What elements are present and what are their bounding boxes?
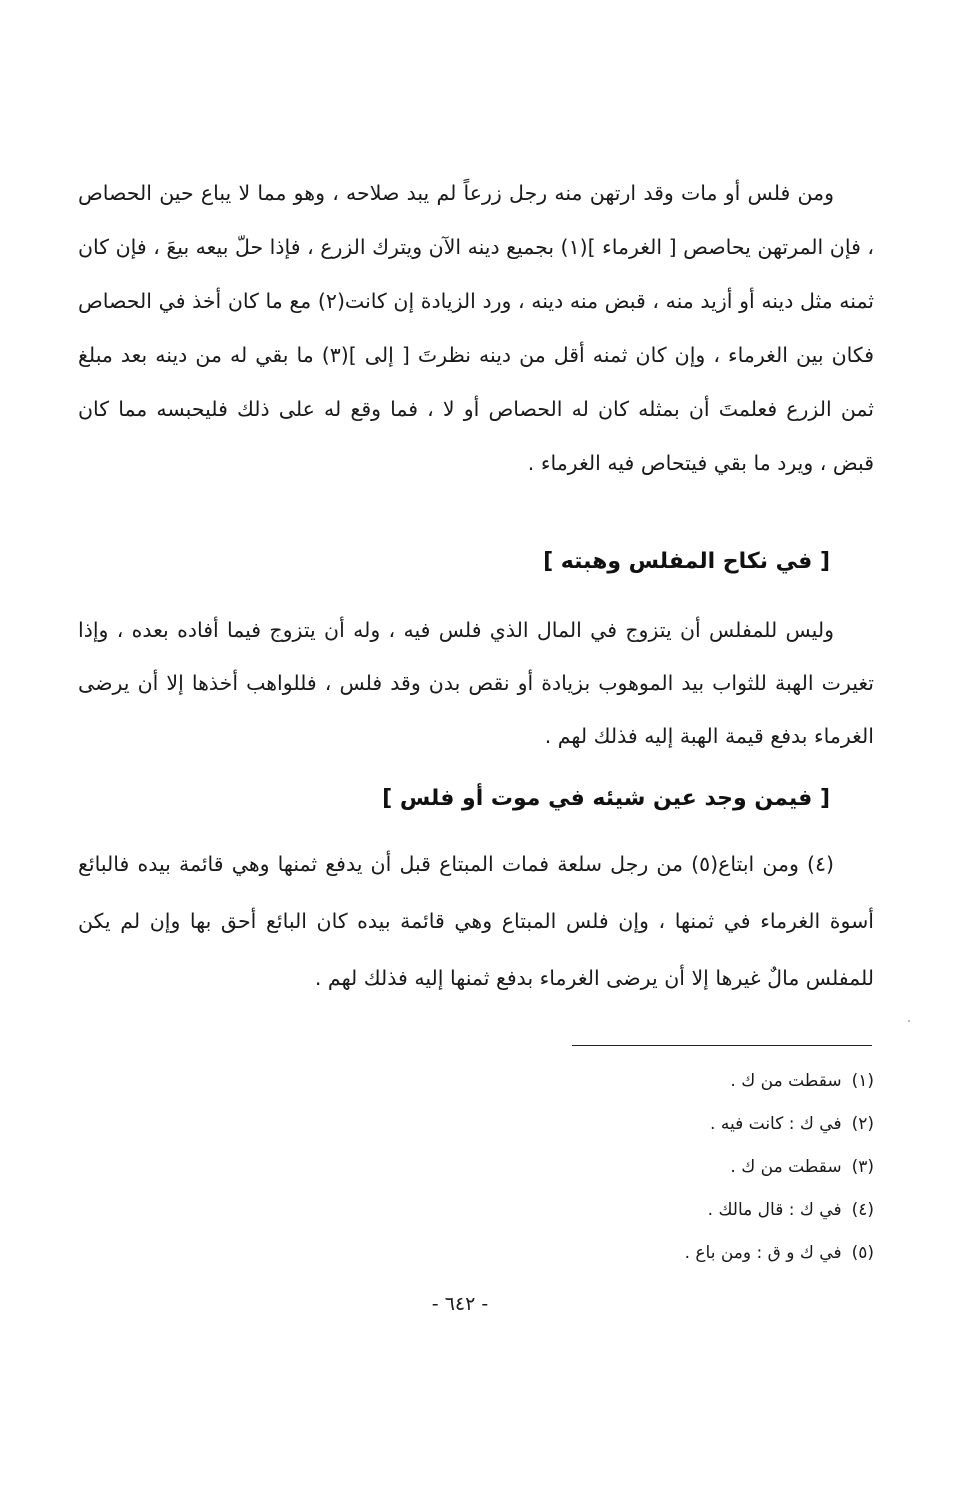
paragraph-found-item: (٤) ومن ابتاع(٥) من رجل سلعة فمات المبتاع قبل أن يدفع ثمنها وهي قائمة بيده فالبائع أسوة الغرماء في ثمنها ، وإن فلس المبتاع وهي قائمة بيده كان البائع أحق بها وإن لم يكن للمفلس مالٌ غيرها إلا أن يرضى الغرماء بدفع ثمنها إليه فذلك لهم . — [78, 852, 874, 990]
footnote-number: (٤) — [851, 1200, 874, 1220]
footnote-text: في ك و ق : ومن باع . — [684, 1243, 842, 1263]
footnote-number: (١) — [851, 1071, 874, 1091]
footnote-number: (٥) — [851, 1243, 874, 1263]
footnote-number: (٢) — [851, 1114, 874, 1134]
footnote-divider — [572, 1045, 872, 1046]
footnote-item — [685, 1109, 874, 1152]
section-heading-found-item: [ فيمن وجد عين شيئه في موت أو فلس ] — [382, 786, 830, 811]
footnote-text: في ك : كانت فيه . — [710, 1114, 842, 1134]
paragraph-pledged-crop: ومن فلس أو مات وقد ارتهن منه رجل زرعاً لم يبد صلاحه ، وهو مما لا يباع حين الحصاص ، فإن المرتهن يحاصص [ الغرماء ](١) بجميع دينه الآن ويترك الزرع ، فإذا حلّ بيعه بيعَ ، فإن كان ثمنه مثل دينه أو أزيد منه ، قبض منه دينه ، ورد الزيادة إن كانت(٢) مع ما كان أخذ في الحصاص فكان بين الغرماء ، وإن كان ثمنه أقل من دينه نظرتَ [ إلى ](٣) ما بقي له من دينه بعد مبلغ ثمن الزرع فعلمتَ أن بمثله كان له الحصاص أو لا ، فما وقع له على ذلك فليحبسه مما كان قبض ، ويرد ما بقي فيتحاص فيه الغرماء . — [78, 181, 875, 475]
footnote-number: (٣) — [851, 1157, 874, 1177]
paragraph-bankrupt-marriage: وليس للمفلس أن يتزوج في المال الذي فلس فيه ، وله أن يتزوج فيما أفاده بعده ، وإذا تغيرت الهبة للثواب بيد الموهوب بزيادة أو نقص بدن وقد فلس ، فللواهب أخذها إلا أن يرضى الغرماء بدفع قيمة الهبة إليه فذلك لهم . — [78, 618, 874, 748]
footnote-item — [685, 1066, 874, 1109]
footnote-text: سقطت من ك . — [730, 1157, 842, 1177]
footnote-text: في ك : قال مالك . — [707, 1200, 842, 1220]
footnotes-list — [685, 1066, 874, 1281]
footnote-item — [685, 1195, 874, 1238]
section-heading-bankrupt-marriage: [ في نكاح المفلس وهبته ] — [543, 549, 830, 574]
footnote-item — [685, 1152, 874, 1195]
footnote-item — [685, 1238, 874, 1281]
page-number: - ٦٤٢ - — [431, 1293, 489, 1315]
scan-speck — [908, 1020, 910, 1022]
footnote-text: سقطت من ك . — [730, 1071, 842, 1091]
